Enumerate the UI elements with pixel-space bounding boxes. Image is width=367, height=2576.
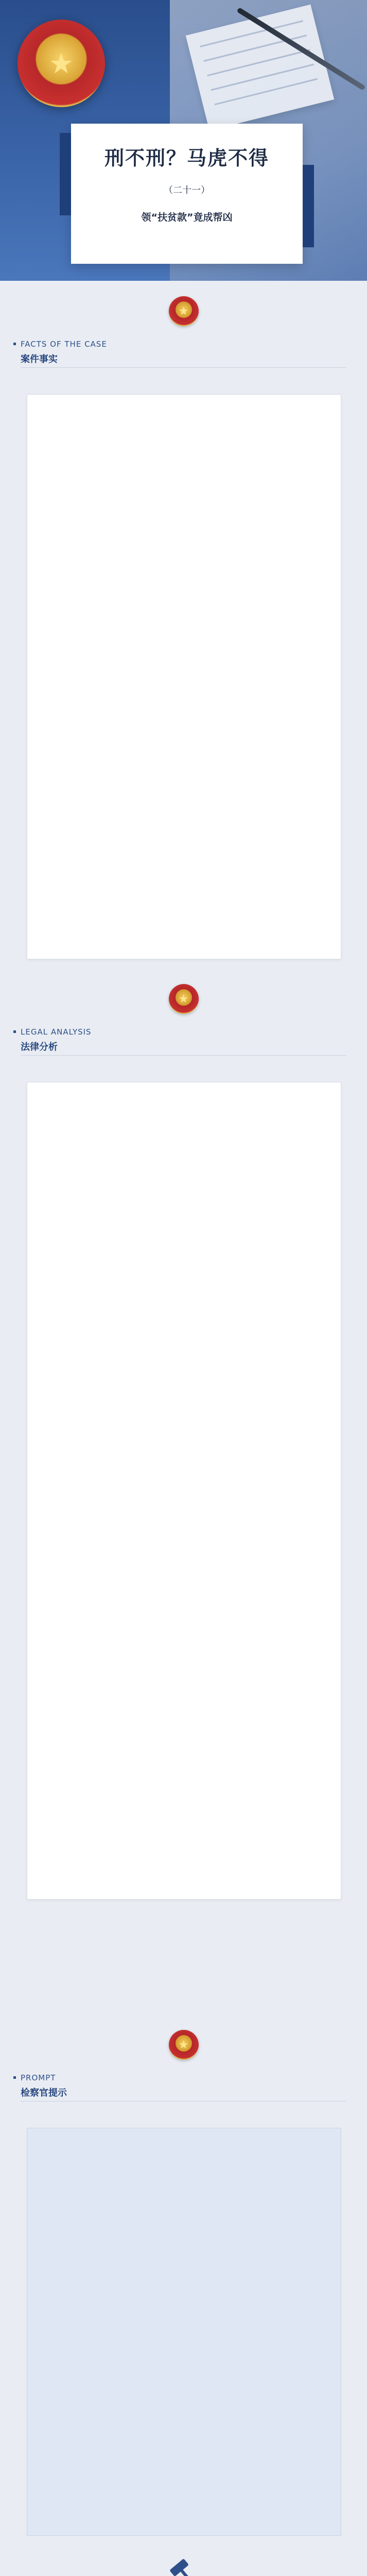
- page-title: 刑不刑？马虎不得: [104, 147, 269, 170]
- header-banner: [0, 0, 367, 281]
- prompt-label-cn: 检察官提示: [21, 2088, 67, 2098]
- title-card: [71, 124, 303, 264]
- facts-text: [27, 395, 341, 423]
- title-accent-right: [303, 165, 314, 247]
- prompt-section: [0, 2030, 367, 2110]
- facts-label-en: FACTS OF THE CASE: [21, 340, 107, 349]
- court-emblem-icon: ★: [169, 984, 199, 1014]
- analysis-label-cn: 法律分析: [21, 1042, 58, 1053]
- divider: [21, 367, 346, 368]
- prompt-body: [27, 2128, 341, 2536]
- issue-number: （二十一）: [164, 185, 210, 196]
- analysis-header: [0, 1018, 367, 1064]
- procuratorate-emblem-icon: ★: [18, 20, 105, 107]
- page-subtitle: 领“扶贫款”竟成帮凶: [141, 212, 233, 223]
- divider: [21, 2101, 346, 2102]
- analysis-section: [0, 984, 367, 1064]
- facts-header: [0, 330, 367, 377]
- prompt-header: [0, 2064, 367, 2110]
- analysis-text: [27, 1082, 341, 1111]
- facts-section: [0, 296, 367, 377]
- tagline: [71, 236, 303, 245]
- facts-label-cn: 案件事实: [21, 354, 58, 365]
- divider: [21, 1055, 346, 1056]
- court-emblem-icon: ★: [169, 296, 199, 326]
- gavel-icon: [163, 2552, 204, 2576]
- analysis-body: [27, 1082, 341, 1900]
- prompt-text: [27, 2128, 341, 2157]
- prompt-label-en: PROMPT: [21, 2073, 56, 2082]
- analysis-label-en: LEGAL ANALYSIS: [21, 1027, 92, 1037]
- facts-body: [27, 394, 341, 959]
- court-emblem-icon: ★: [169, 2030, 199, 2060]
- title-accent-left: [60, 133, 71, 215]
